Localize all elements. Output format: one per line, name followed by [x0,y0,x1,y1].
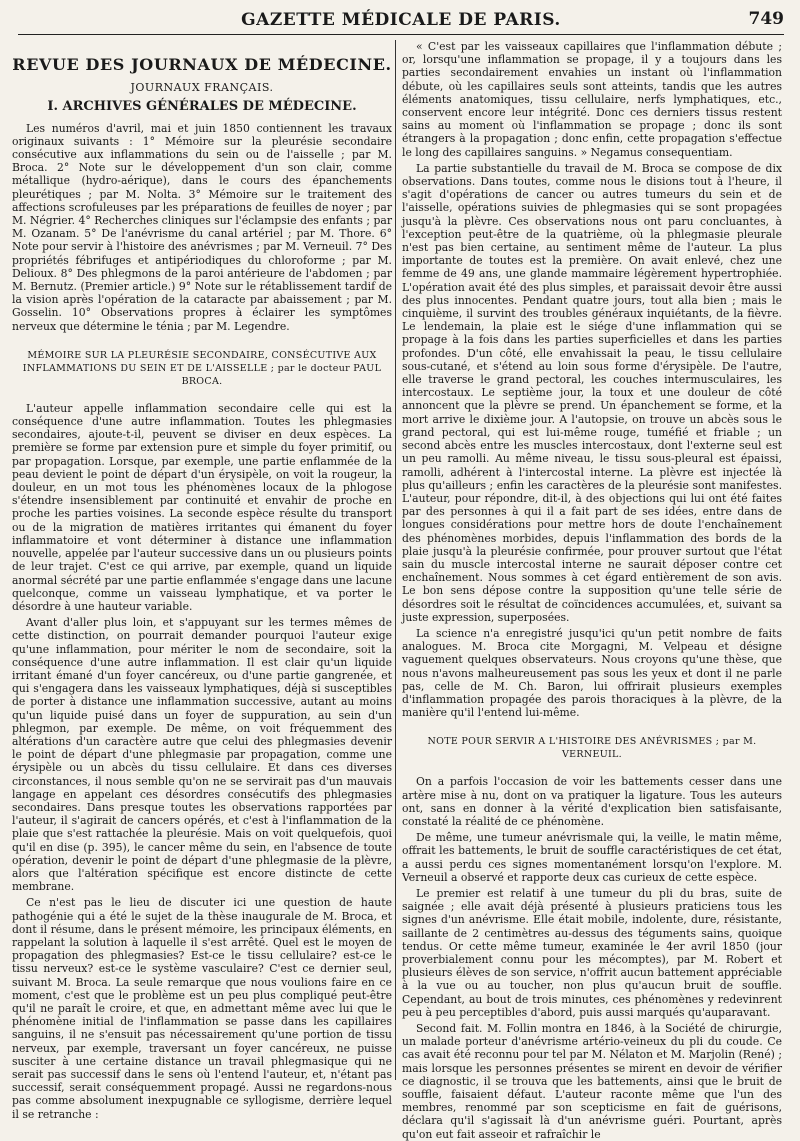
body-paragraph: L'auteur appelle inflammation secondaire celle qui est la conséquence d'une autre inflammation. Toutes les phlegmasies secondaires, ajoute-t-il, peuvent se diviser en deux espèces. La première se forme par extension pure et simple du foyer primitif, ou par propagation. Lorsque, par exemple, une partie enflammée de la peau devient le point de départ d'un érysipèle, on voit la rougeur, la douleur, en un mot tous les phénomènes locaux de la phlogose s'étendre insensiblement par continuité et envahir de proche en proche les parties voisines. La seconde espèce résulte du transport ou de la migration de matières irritantes qui émanent du foyer inflammatoire et vont déterminer à distance une inflammation nouvelle, appelée par l'auteur successive dans un ou plusieurs points de leur trajet. C'est ce qui arrive, par exemple, quand un liquide anormal sécrété par une partie enflammée s'engage dans une lacune quelconque, comme un vaisseau lymphatique, et va porter le désordre à une hauteur variable. [12,401,392,613]
left-column [12,40,392,1121]
page-number: 749 [748,9,784,29]
toc-paragraph: Les numéros d'avril, mai et juin 1850 contiennent les travaux originaux suivants : 1° Mémoire sur la pleurésie secondaire consécutive aux inflammations du sein ou de l'aisselle ; par M. Broca. 2° Note sur le développement d'un son clair, comme métallique (hydro-aérique), dans le cours des épanchements pleurétiques ; par M. Nolta. 3° Mémoire sur le traitement des affections scrofuleuses par les préparations de feuilles de noyer ; par M. Négrier. 4° Recherches cliniques sur l'éclampsie des enfants ; par M. Ozanam. 5° De l'anévrisme du canal artériel ; par M. Thore. 6° Note pour servir à l'histoire des anévrismes ; par M. Verneuil. 7° Des propriétés fébrifuges et antipériodiques du chloroforme ; par M. Delioux. 8° Des phlegmons de la paroi antérieure de l'abdomen ; par M. Bernutz. (Premier article.) 9° Note sur le rétablissement tardif de la vision après l'opération de la cataracte par abaissement ; par M. Gosselin. 10° Observations propres à éclairer les symptômes nerveux que détermine le ténia ; par M. Legendre. [12,121,392,333]
running-header [18,6,784,35]
body-paragraph: La science n'a enregistré jusqu'ici qu'un petit nombre de faits analogues. M. Broca cite Morgagni, M. Velpeau et désigne vaguement quelques observateurs. Nous croyons qu'une thèse, que nous n'avons malheureusement pas sous les yeux et dont il ne parle pas, celle de M. Ch. Baron, lui offrirait plusieurs exemples d'inflammation propagée des parois thoraciques à la plèvre, de la manière qu'il l'entend lui-même. [402,626,782,720]
journal-heading: I. ARCHIVES GÉNÉRALES DE MÉDECINE. [47,99,357,115]
right-column [402,40,782,1141]
running-title: GAZETTE MÉDICALE DE PARIS. [241,10,561,30]
body-paragraph: Second fait. M. Follin montra en 1846, à la Société de chirurgie, un malade porteur d'anévrisme artério-veineux du pli du coude. Ce cas avait été reconnu pour tel par M. Nélaton et M. Marjolin (René) ; mais lorsque les personnes présentes se mirent en devoir de vérifier ce diagnostic, il se trouva que les battements, ainsi que le bruit de souffle, faisaient défaut. L'auteur raconte même que l'un des membres, renommé par son scepticisme en fait de guérisons, déclara qu'il s'agissait là d'un anévrisme guéri. Pourtant, après qu'on eut fait asseoir et rafraîchir le [402,1022,782,1141]
note-heading: NOTE POUR SERVIR A L'HISTOIRE DES ANÉVRISMES ; par M. VERNEUIL. [427,736,757,761]
section-label: JOURNAUX FRANÇAIS. [130,81,274,95]
body-paragraph: La partie substantielle du travail de M. Broca se compose de dix observations. Dans toutes, comme nous le disions tout à l'heure, il s'agit d'opérations de cancer ou autres tumeurs du sein et de l'aisselle, opérations suivies de phlegmasies qui se sont propagées jusqu'à la plèvre. Ces observations nous ont paru concluantes, à l'exception peut-être de la quatrième, où la phlegmasie pleurale n'est pas bien certaine, au sentiment même de l'auteur. La plus importante de toutes est la première. On avait enlevé, chez une femme de 49 ans, une glande mammaire légèrement hypertrophiée. L'opération avait été des plus simples, et paraissait devoir être aussi des plus innocentes. Pendant quatre jours, tout alla bien ; mais le cinquième, il survint des troubles généraux inquiétants, de la fièvre. Le lendemain, la plaie est le siége d'une inflammation qui se propage à la fois dans les parties superficielles et dans les parties profondes. D'un côté, elle envahissait la peau, le tissu cellulaire sous-cutané, et s'étend au loin sous forme d'érysipèle. De l'autre, elle traverse le grand pectoral, les couches intermusculaires, les intercostaux. Le septième jour, la toux et une douleur de côté annoncent que la plèvre se prend. Un épanchement se forme, et la mort arrive le dixième jour. A l'autopsie, on trouve un abcès sous le grand pectoral, qui est lui-même rouge, tuméfié et friable ; un second abcès entre les muscles intercostaux, dont l'externe seul est un peu ramolli. Au même niveau, le tissu sous-pleural est épaissi, ramolli, adhérent à l'intercostal interne. La plèvre est injectée là plus qu'ailleurs ; enfin les caractères de la pleurésie sont manifestes. L'auteur, pour répondre, dit-il, à des objections qui lui ont été faites par des personnes à qui il a fait part de ses idées, entre dans de longues considérations pour mettre hors de doute l'enchaînement des phénomènes morbides, depuis l'inflammation des bords de la plaie jusqu'à la pleurésie confirmée, pour prouver surtout que l'état sain du muscle intercostal interne ne saurait déposer contre cet enchaînement. Nous sommes à cet égard entièrement de son avis. Le bon sens dépose contre la supposition qu'une telle série de désordres soit le résultat de coïncidences accumulées, et, suivant sa juste expression, superposées. [402,161,782,624]
quoted-syllogism: « C'est par les vaisseaux capillaires que l'inflammation débute ; or, lorsqu'une inflammation se propage, il y a toujours dans les parties secondairement envahies un instant où l'inflammation débute, où les capillaires seuls sont atteints, tandis que les autres éléments anatomiques, tissu cellulaire, nerfs lymphatiques, etc., conservent encore leur intégrité. Donc ces derniers tissus restent sains au moment où l'inflammation se propage ; donc ils sont étrangers à la propagation ; donc enfin, cette propagation s'effectue le long des capillaires sanguins. » Negamus consequentiam. [402,40,782,159]
body-paragraph: Ce n'est pas le lieu de discuter ici une question de haute pathogénie qui a été le sujet de la thèse inaugurale de M. Broca, et dont il résume, dans le présent mémoire, les principaux éléments, en rappelant la solution à laquelle il s'est arrêté. Quel est le moyen de propagation des phlegmasies? Est-ce le tissu cellulaire? est-ce le tissu nerveux? est-ce le système vasculaire? C'est ce dernier seul, suivant M. Broca. La seule remarque que nous voulions faire en ce moment, c'est que le problème est un peu plus compliqué peut-être qu'il ne paraît le croire, et que, en admettant même avec lui que le phénomène initial de l'inflammation se passe dans les capillaires sanguins, il ne s'ensuit pas nécessairement qu'une portion de tissu nerveux, par exemple, traversant un foyer cancéreux, ne puisse susciter à une certaine distance un travail phlegmasique qui ne serait pas successif dans le sens où l'entend l'auteur, et, n'étant pas successif, serait conséquemment propagé. Aussi ne regardons-nous pas comme absolument inexpugnable ce syllogisme, derrière lequel il se retranche : [12,896,392,1121]
body-paragraph: Avant d'aller plus loin, et s'appuyant sur les termes mêmes de cette distinction, on pourrait demander pourquoi l'auteur exige qu'une inflammation, pour mériter le nom de secondaire, soit la conséquence d'une autre inflammation. Il est clair qu'un liquide irritant émané d'un foyer cancéreux, ou d'une partie gangrenée, et qui s'engagera dans les vaisseaux lymphatiques, déjà si susceptibles de porter à distance une inflammation successive, autant au moins qu'un liquide puisé dans un foyer de suppuration, au sein d'un phlegmon, par exemple. De même, on voit fréquemment des altérations d'un caractère autre que celui des phlegmasies devenir le point de départ d'une phlegmasie par propagation, comme une érysipèle ou un abcès du tissu cellulaire. Et dans ces diverses circonstances, il nous semble qu'on ne se servirait pas d'un mauvais langage en appelant ces désordres consécutifs des phlegmasies secondaires. Dans presque toutes les observations rapportées par l'auteur, il s'agirait de cancers opérés, et c'est à l'inflammation de la plaie que s'est rattachée la pleurésie. Mais on voit quelquefois, quoi qu'il en dise (p. 395), le cancer même du sein, en l'absence de toute opération, devenir le point de départ d'une phlegmasie de la plèvre, alors que l'altération spécifique est encore distincte de cette membrane. [12,616,392,894]
review-title: REVUE DES JOURNAUX DE MÉDECINE. [12,55,392,74]
article-heading: MÉMOIRE SUR LA PLEURÉSIE SECONDAIRE, CONSÉCUTIVE AUX INFLAMMATIONS DU SEIN ET DE L'AISSELLE ; par le docteur PAUL BROCA. [22,349,382,387]
column-divider [395,40,396,1080]
body-paragraph: De même, une tumeur anévrismale qui, la veille, le matin même, offrait les battements, le bruit de souffle caractéristiques de cet état, a aussi perdu ces signes momentanément lorsqu'on l'explore. M. Verneuil a observé et rapporte deux cas curieux de cette espèce. [402,831,782,884]
body-paragraph: Le premier est relatif à une tumeur du pli du bras, suite de saignée ; elle avait déjà présenté à plusieurs praticiens tous les signes d'un anévrisme. Elle était mobile, indolente, dure, résistante, saillante de 2 centimètres au-dessus des téguments sains, quoique tendus. Or cette même tumeur, examinée le 4er avril 1850 (jour proverbialement connu pour les mécomptes), par M. Robert et plusieurs élèves de son service, n'offrit aucun battement appréciable à la vue ou au toucher, non plus qu'aucun bruit de souffle. Cependant, au bout de trois minutes, ces phénomènes y redevinrent peu à peu perceptibles d'abord, puis aussi marqués qu'auparavant. [402,886,782,1019]
body-paragraph: On a parfois l'occasion de voir les battements cesser dans une artère mise à nu, dont on va pratiquer la ligature. Tous les auteurs ont, sans en donner à la vérité d'explication bien satisfaisante, constaté la réalité de ce phénomène. [402,775,782,828]
